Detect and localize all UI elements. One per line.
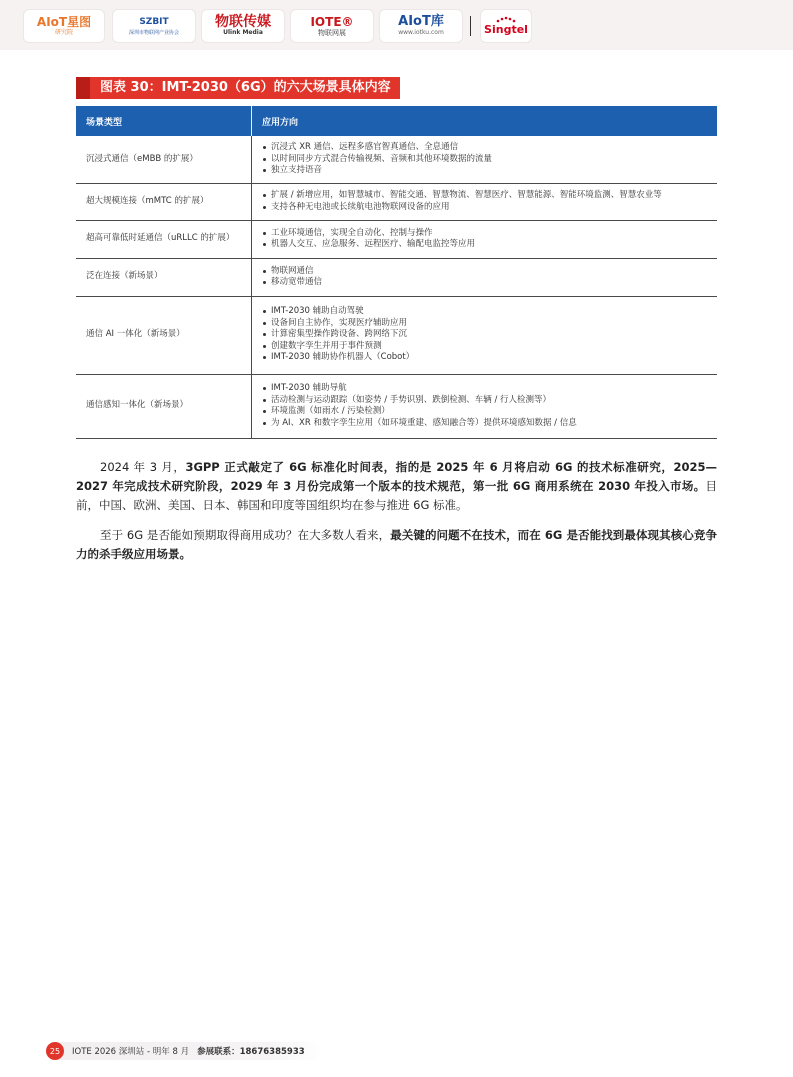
logo-sub-text: Ulink Media <box>223 29 263 36</box>
paragraph-lead: 至于 6G 是否能如预期取得商用成功？在大多数人看来， <box>100 528 391 542</box>
page-footer <box>46 1042 322 1060</box>
scenario-table <box>76 106 717 439</box>
table-row <box>76 220 717 258</box>
row-application-cell <box>252 220 718 258</box>
list-item: 沉浸式 XR 通信、远程多感官智真通信、全息通信 <box>262 142 707 154</box>
row-application-cell <box>252 136 718 183</box>
list-item: 独立支持语音 <box>262 165 707 177</box>
logo-sub-text: www.iotku.com <box>398 29 444 36</box>
logo-sub-text: 深圳市物联网产业协会 <box>128 30 179 36</box>
row-application-cell <box>252 374 718 438</box>
application-list <box>262 190 707 213</box>
table-row <box>76 183 717 220</box>
logo-sub-text: 物联网展 <box>318 29 346 37</box>
table-row <box>76 296 717 374</box>
row-scenario-type: 超大规模连接（mMTC 的扩展） <box>76 183 252 220</box>
table-row <box>76 258 717 296</box>
paragraph-lead: 2024 年 3 月， <box>100 460 186 474</box>
singtel-dots-icon <box>495 15 517 23</box>
application-list <box>262 142 707 177</box>
list-item: 以时间同步方式混合传输视频、音频和其他环境数据的流量 <box>262 154 707 166</box>
logo-main-text: 物联传媒 <box>215 14 271 30</box>
logo-aiot-xingtu <box>24 10 104 42</box>
row-scenario-type: 泛在连接（新场景） <box>76 258 252 296</box>
page-number: 25 <box>46 1042 64 1060</box>
logo-aiot-ku <box>380 10 462 42</box>
logo-szbit <box>113 10 195 42</box>
application-list <box>262 383 707 429</box>
logo-singtel <box>481 10 531 42</box>
header-application: 应用方向 <box>252 106 718 136</box>
paragraph-tail: 目前，中国、欧洲、美国、日本、韩国和印度等国组织均在参与推进 6G 标准。 <box>76 479 717 512</box>
list-item: 机器人交互、应急服务、远程医疗、输配电监控等应用 <box>262 239 707 251</box>
list-item: 活动检测与运动跟踪（如姿势 / 手势识别、跌倒检测、车辆 / 行人检测等） <box>262 395 707 407</box>
header-scenario-type: 场景类型 <box>76 106 252 136</box>
list-item: 移动宽带通信 <box>262 277 707 289</box>
application-list <box>262 306 707 364</box>
figure-title: 图表 30：IMT-2030（6G）的六大场景具体内容 <box>76 77 400 99</box>
row-scenario-type: 沉浸式通信（eMBB 的扩展） <box>76 136 252 183</box>
row-application-cell <box>252 258 718 296</box>
page-header <box>0 0 793 50</box>
logo-main-text: Singtel <box>484 23 528 36</box>
logo-ulink-media <box>202 10 284 42</box>
list-item: 设备间自主协作，实现医疗辅助应用 <box>262 318 707 330</box>
list-item: 创建数字孪生并用于事件预测 <box>262 341 707 353</box>
list-item: 为 AI、XR 和数字孪生应用（如环境重建、感知融合等）提供环境感知数据 / 信息 <box>262 418 707 430</box>
row-scenario-type: 超高可靠低时延通信（uRLLC 的扩展） <box>76 220 252 258</box>
logo-divider <box>470 16 471 36</box>
list-item: 计算密集型操作跨设备、跨网络下沉 <box>262 329 707 341</box>
table-row <box>76 136 717 183</box>
application-list <box>262 266 707 289</box>
row-scenario-type: 通信感知一体化（新场景） <box>76 374 252 438</box>
list-item: 物联网通信 <box>262 266 707 278</box>
list-item: 支持各种无电池或长续航电池物联网设备的应用 <box>262 202 707 214</box>
list-item: IMT-2030 辅助协作机器人（Cobot） <box>262 352 707 364</box>
row-application-cell <box>252 296 718 374</box>
list-item: IMT-2030 辅助自动驾驶 <box>262 306 707 318</box>
paragraph-emphasis: 3GPP 正式敲定了 6G 标准化时间表，指的是 2025 年 6 月将启动 6G 的技术标准研究，2025—2027 年完成技术研究阶段，2029 年 3 月份完成第一个版本的技术规范，第一批 6G 商用系统在 2030 年投入市场。 <box>76 460 717 493</box>
row-scenario-type: 通信 AI 一体化（新场景） <box>76 296 252 374</box>
body-paragraph-1 <box>76 458 717 515</box>
list-item: 工业环境通信，实现全自动化、控制与操作 <box>262 228 707 240</box>
row-application-cell <box>252 183 718 220</box>
logo-main-text: SZBIT <box>139 17 169 27</box>
logo-main-text: AIoT星图 <box>36 15 92 29</box>
body-paragraph-2 <box>76 526 717 564</box>
table-header-row <box>76 106 717 136</box>
footer-event: IOTE 2026 深圳站 - 明年 8 月 <box>72 1047 190 1057</box>
figure-title-accent <box>76 77 90 99</box>
logo-main-text: IOTE® <box>310 15 354 29</box>
footer-contact: 参展联系：18676385933 <box>197 1047 305 1057</box>
logo-sub-text: 研究院 <box>54 29 73 36</box>
logo-iote <box>291 10 373 42</box>
paragraph-emphasis: 最关键的问题不在技术，而在 6G 是否能找到最体现其核心竞争力的杀手级应用场景。 <box>76 528 717 561</box>
logo-main-text: AIoT库 <box>398 14 444 29</box>
list-item: 扩展 / 新增应用，如智慧城市、智能交通、智慧物流、智慧医疗、智慧能源、智能环境监测、智慧农业等 <box>262 190 707 202</box>
table-row <box>76 374 717 438</box>
application-list <box>262 228 707 251</box>
list-item: IMT-2030 辅助导航 <box>262 383 707 395</box>
list-item: 环境监测（如雨水 / 污染检测） <box>262 406 707 418</box>
